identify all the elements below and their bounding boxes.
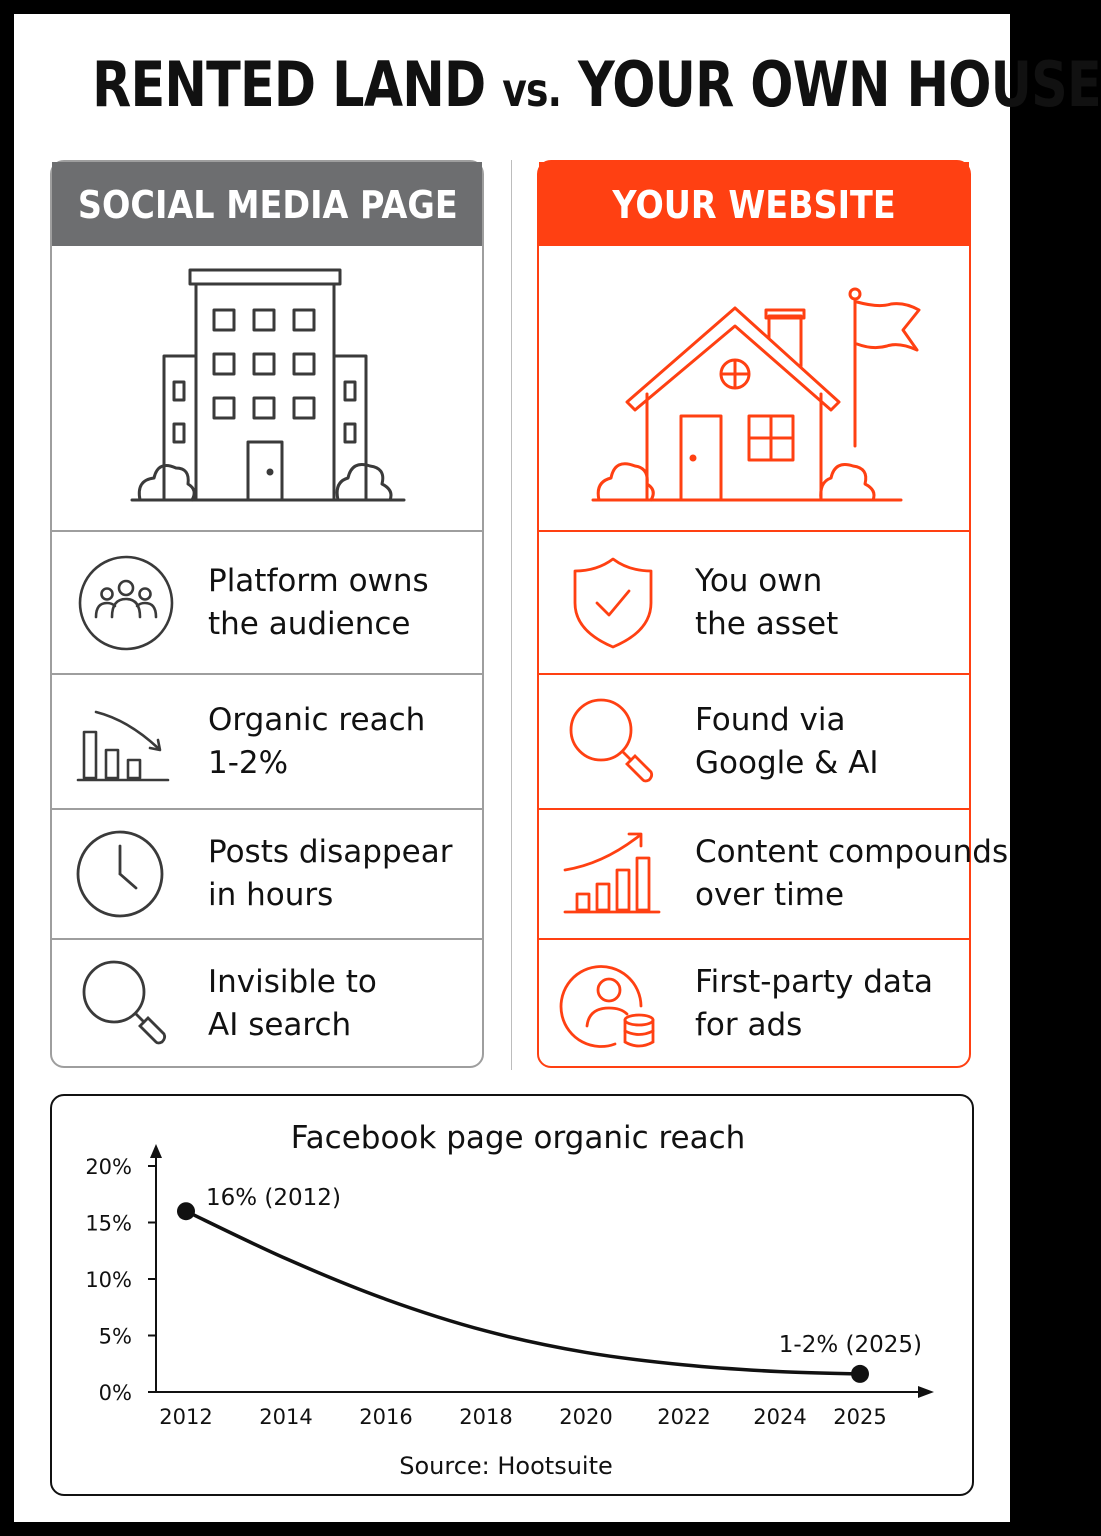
website-header: YOUR WEBSITE [539,162,969,246]
x-tick-label: 2020 [559,1405,613,1429]
row-line-2: the asset [695,605,839,642]
y-tick-label: 20% [85,1155,132,1179]
apartment-building-icon [52,246,482,530]
page-title [92,48,1101,121]
user-database-icon [563,954,663,1054]
x-tick-label: 2022 [657,1405,711,1429]
x-tick-label: 2012 [159,1405,213,1429]
list-item [539,673,969,808]
y-tick-label: 15% [85,1211,132,1236]
row-line-2: 1-2% [208,744,289,781]
chart-source: Source: Hootsuite [399,1452,613,1480]
chart-canvas [52,1096,972,1494]
list-item [52,530,482,673]
magnifier-icon [76,954,176,1054]
y-tick-label: 10% [85,1268,132,1292]
row-line-1: Content compounds [695,834,1009,870]
data-label: 16% (2012) [206,1185,341,1212]
x-axis-arrow [918,1386,934,1398]
row-line-2: over time [695,877,845,913]
column-divider [511,160,512,1070]
row-line-2: AI search [208,1007,352,1043]
social-media-panel [50,160,484,1068]
data-point [177,1202,195,1220]
y-tick-label: 0% [98,1381,132,1405]
list-item [52,673,482,808]
row-line-1: Invisible to [208,964,377,1000]
row-line-1: Posts disappear [208,834,453,870]
house-with-flag-icon [539,246,969,530]
list-item [539,938,969,1068]
row-line-2: for ads [695,1007,803,1043]
x-tick-label: 2025 [833,1405,887,1429]
list-item [539,808,1009,938]
list-item [539,530,969,673]
title-part-2: YOUR OWN HOUSE [561,48,1101,121]
row-line-2: in hours [208,877,334,913]
row-line-1: Platform owns [208,562,429,599]
x-tick-label: 2024 [753,1405,807,1429]
title-part-1: RENTED LAND [92,48,503,121]
website-panel [537,160,1009,1068]
data-point [851,1365,869,1383]
chart-title: Facebook page organic reach [290,1120,746,1156]
magnifier-icon [563,692,663,792]
row-line-2: Google & AI [695,744,879,781]
y-axis-arrow [150,1144,162,1158]
row-line-2: the audience [208,605,411,642]
audience-group-icon [76,553,176,653]
row-line-1: Found via [695,701,846,738]
clock-icon [76,824,176,924]
series-line [186,1211,860,1374]
list-item [52,938,482,1068]
x-tick-label: 2016 [359,1405,413,1429]
row-line-1: You own [695,562,823,599]
row-line-1: Organic reach [208,701,426,738]
organic-reach-chart [50,1094,974,1496]
shield-check-icon [563,553,663,653]
list-item [52,808,482,938]
x-tick-label: 2014 [259,1405,313,1429]
data-label: 1-2% (2025) [778,1331,922,1358]
social-media-header: SOCIAL MEDIA PAGE [52,162,482,246]
title-vs: vs. [502,63,562,117]
growth-chart-icon [563,824,663,924]
row-line-1: First-party data [695,964,934,1000]
x-tick-label: 2018 [459,1405,513,1429]
declining-bar-chart-icon [76,692,176,792]
y-tick-label: 5% [98,1324,132,1349]
